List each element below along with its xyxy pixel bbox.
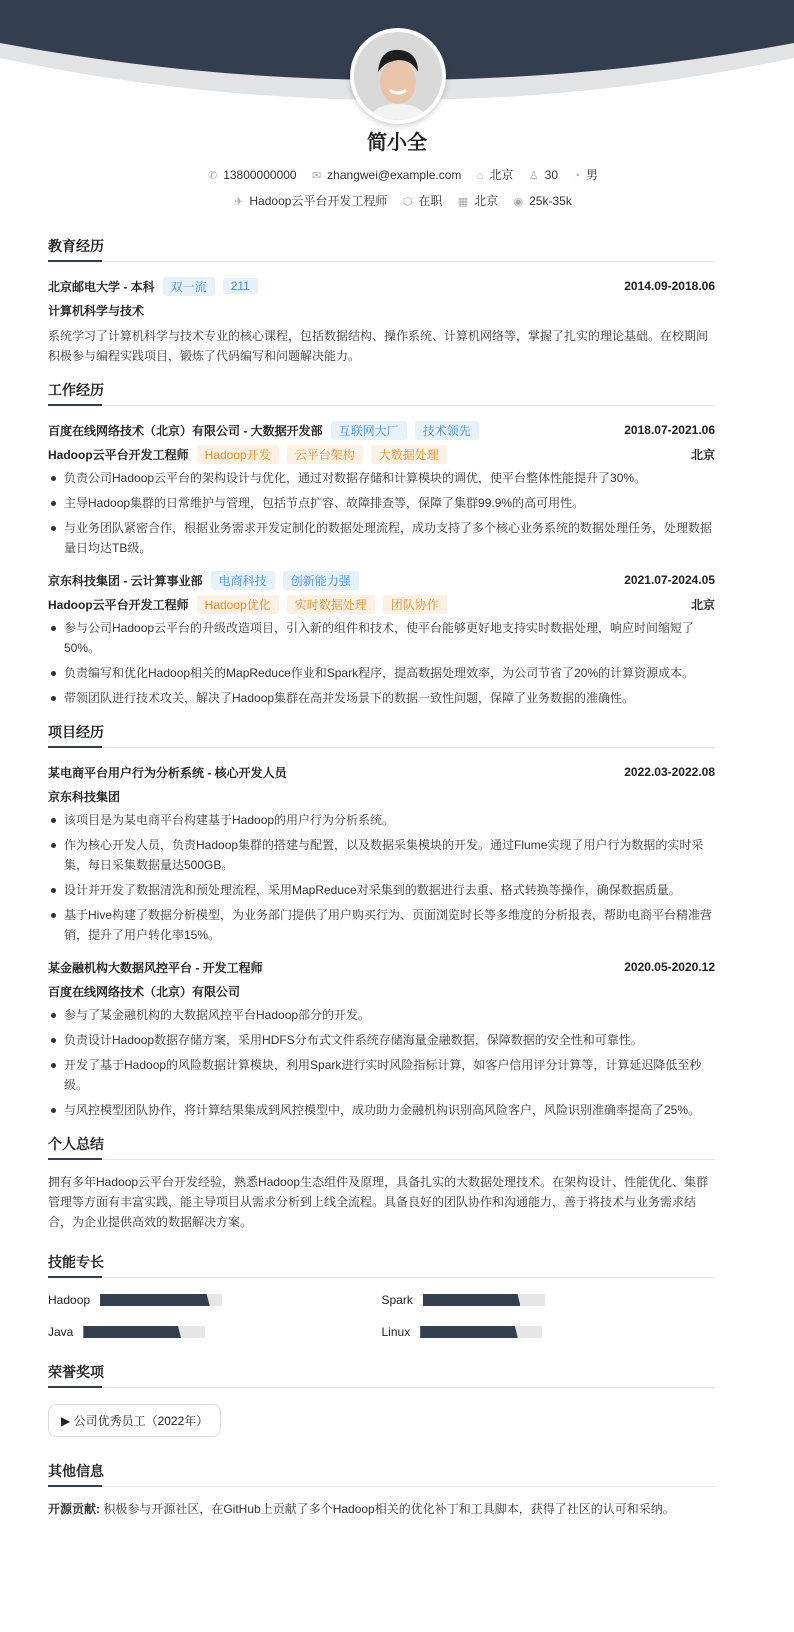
date: 2020.05-2020.12 bbox=[624, 960, 715, 974]
triangle-icon: ▶ bbox=[61, 1414, 74, 1428]
tag: 互联网大厂 bbox=[331, 421, 407, 440]
company-row bbox=[48, 418, 715, 442]
bullet-list bbox=[48, 618, 715, 708]
skills-section bbox=[48, 1252, 715, 1342]
company-left bbox=[48, 421, 479, 440]
skill-name: Linux bbox=[381, 1325, 411, 1339]
education-section bbox=[48, 236, 715, 366]
email: zhangwei@example.com bbox=[327, 168, 462, 182]
awards-section bbox=[48, 1362, 715, 1447]
project-item bbox=[48, 955, 715, 1120]
date: 2022.03-2022.08 bbox=[624, 765, 715, 779]
summary-section bbox=[48, 1134, 715, 1232]
major: 计算机科学与技术 bbox=[48, 303, 145, 318]
skill-bar-fill bbox=[100, 1294, 210, 1306]
project-name: 某金融机构大数据风控平台 - 开发工程师 bbox=[48, 960, 263, 975]
tag: 211 bbox=[223, 278, 258, 294]
section-title: 教育经历 bbox=[48, 236, 715, 262]
work-item bbox=[48, 568, 715, 708]
place: 北京 bbox=[690, 597, 715, 612]
skill-bar bbox=[420, 1326, 542, 1338]
skill-bar bbox=[423, 1294, 545, 1306]
role: Hadoop云平台开发工程师 bbox=[48, 447, 189, 462]
company: 京东科技集团 - 云计算事业部 bbox=[48, 573, 203, 588]
bullet-list bbox=[48, 1005, 715, 1120]
role-left bbox=[48, 445, 447, 464]
skill-bar bbox=[83, 1326, 205, 1338]
home-icon: ⌂ bbox=[476, 170, 484, 182]
project-row bbox=[48, 760, 715, 784]
award-label: 公司优秀员工（2022年） bbox=[73, 1414, 209, 1428]
bullet: 作为核心开发人员，负责Hadoop集群的搭建与配置，以及数据采集模块的开发。通过Flume实现了用户行为数据的实时采集，每日采集数据量达500GB。 bbox=[48, 835, 715, 875]
date: 2018.07-2021.06 bbox=[624, 423, 715, 437]
skill-bar bbox=[100, 1294, 222, 1306]
org: 百度在线网络技术（北京）有限公司 bbox=[48, 984, 241, 999]
bullet: 开发了基于Hadoop的风险数据计算模块，利用Spark进行实时风险指标计算，如客户信用评分计算等，计算延迟降低至秒级。 bbox=[48, 1055, 715, 1095]
section-title: 荣誉奖项 bbox=[48, 1362, 715, 1388]
award-item[interactable] bbox=[48, 1404, 221, 1437]
section-title: 其他信息 bbox=[48, 1461, 715, 1487]
skill-item bbox=[48, 1322, 382, 1342]
bullet: 与风控模型团队协作，将计算结果集成到风控模型中，成功助力金融机构识别高风险客户，风险识别准确率提高了25%。 bbox=[48, 1100, 715, 1120]
section-title: 项目经历 bbox=[48, 722, 715, 748]
role: Hadoop云平台开发工程师 bbox=[48, 597, 189, 612]
skill-tag: 云平台架构 bbox=[287, 445, 363, 464]
age-icon: ♙ bbox=[528, 170, 539, 182]
work-section bbox=[48, 380, 715, 708]
salary: 25k-35k bbox=[529, 194, 572, 208]
bullet: 带领团队进行技术攻关，解决了Hadoop集群在高并发场景下的数据一致性问题，保障了业务数据的准确性。 bbox=[48, 688, 715, 708]
phone: 13800000000 bbox=[223, 168, 297, 182]
school: 北京邮电大学 - 本科 bbox=[48, 279, 155, 294]
other-section bbox=[48, 1461, 715, 1519]
tag: 双一流 bbox=[163, 277, 215, 296]
send-icon: ✈ bbox=[234, 196, 244, 208]
bullet: 主导Hadoop集群的日常维护与管理，包括节点扩容、故障排查等，保障了集群99.9%的高可用性。 bbox=[48, 493, 715, 513]
bullet: 参与公司Hadoop云平台的升级改造项目，引入新的组件和技术，使平台能够更好地支持实时数据处理，响应时间缩短了50%。 bbox=[48, 618, 715, 658]
phone-icon: ✆ bbox=[207, 170, 218, 182]
bullet: 参与了某金融机构的大数据风控平台Hadoop部分的开发。 bbox=[48, 1005, 715, 1025]
role-row bbox=[48, 592, 715, 616]
skill-tag: 大数据处理 bbox=[371, 445, 447, 464]
building-icon: ▦ bbox=[457, 196, 469, 208]
skill-name: Spark bbox=[381, 1293, 413, 1307]
skill-bar-fill bbox=[420, 1326, 518, 1338]
skill-item bbox=[382, 1322, 716, 1342]
role-left bbox=[48, 595, 447, 614]
salary-icon: ◉ bbox=[513, 196, 524, 208]
bullet: 负责公司Hadoop云平台的架构设计与优化，通过对数据存储和计算模块的调优，使平台整体性能提升了30%。 bbox=[48, 468, 715, 488]
skill-tag: Hadoop开发 bbox=[197, 445, 279, 464]
org-row bbox=[48, 979, 715, 1003]
tag: 技术领先 bbox=[415, 421, 479, 440]
bullet: 与业务团队紧密合作，根据业务需求开发定制化的数据处理流程，成功支持了多个核心业务系统的数据处理任务，处理数据量日均达TB级。 bbox=[48, 518, 715, 558]
job-status: 在职 bbox=[418, 194, 443, 208]
bullet-list bbox=[48, 810, 715, 945]
skill-tag: 实时数据处理 bbox=[287, 595, 375, 614]
tag: 电商科技 bbox=[211, 571, 275, 590]
org-row bbox=[48, 784, 715, 808]
skill-item bbox=[382, 1290, 716, 1310]
status-icon: ⬡ bbox=[402, 196, 413, 208]
avatar bbox=[350, 28, 446, 124]
work-item bbox=[48, 418, 715, 558]
company: 百度在线网络技术（北京）有限公司 - 大数据开发部 bbox=[48, 423, 323, 438]
skill-name: Hadoop bbox=[48, 1293, 91, 1307]
other-text: 积极参与开源社区，在GitHub上贡献了多个Hadoop相关的优化补丁和工具脚本，获得了社区的认可和采纳。 bbox=[103, 1502, 675, 1516]
gender: 男 bbox=[586, 168, 599, 182]
section-title: 个人总结 bbox=[48, 1134, 715, 1160]
summary-text: 拥有多年Hadoop云平台开发经验，熟悉Hadoop生态组件及原理，具备扎实的大数据处理技术。在架构设计、性能优化、集群管理等方面有丰富实践，能主导项目从需求分析到上线全流程。具备良好的团队协作和沟通能力，善于将技术与业务需求结合，为企业提供高效的数据解决方案。 bbox=[48, 1175, 709, 1229]
company-left bbox=[48, 571, 359, 590]
mail-icon: ✉ bbox=[311, 170, 322, 182]
bullet: 负责编写和优化Hadoop相关的MapReduce作业和Spark程序，提高数据处理效率，为公司节省了20%的计算资源成本。 bbox=[48, 663, 715, 683]
bullet: 设计并开发了数据清洗和预处理流程，采用MapReduce对采集到的数据进行去重、格式转换等操作，确保数据质量。 bbox=[48, 880, 715, 900]
project-section bbox=[48, 722, 715, 1120]
job-title: Hadoop云平台开发工程师 bbox=[249, 194, 388, 208]
skill-name: Java bbox=[48, 1325, 74, 1339]
skill-item bbox=[48, 1290, 382, 1310]
date: 2021.07-2024.05 bbox=[624, 573, 715, 587]
contact-row bbox=[0, 166, 794, 183]
bullet: 该项目是为某电商平台构建基于Hadoop的用户行为分析系统。 bbox=[48, 810, 715, 830]
age: 30 bbox=[544, 168, 559, 182]
skill-bar-fill bbox=[423, 1294, 521, 1306]
place: 北京 bbox=[690, 447, 715, 462]
skill-tag: Hadoop优化 bbox=[197, 595, 279, 614]
location: 北京 bbox=[489, 168, 514, 182]
date: 2014.09-2018.06 bbox=[624, 279, 715, 293]
target-city: 北京 bbox=[474, 194, 499, 208]
candidate-name: 简小全 bbox=[367, 132, 427, 154]
tag: 创新能力强 bbox=[283, 571, 359, 590]
bullet: 负责设计Hadoop数据存储方案，采用HDFS分布式文件系统存储海量金融数据，保障数据的安全性和可靠性。 bbox=[48, 1030, 715, 1050]
bullet: 基于Hive构建了数据分析模型，为业务部门提供了用户购买行为、页面浏览时长等多维度的分析报表，帮助电商平台精准营销，提升了用户转化率15%。 bbox=[48, 905, 715, 945]
skill-bar-fill bbox=[83, 1326, 181, 1338]
company-row bbox=[48, 568, 715, 592]
project-item bbox=[48, 760, 715, 945]
role-row bbox=[48, 442, 715, 466]
job-intent-row bbox=[0, 192, 794, 209]
gender-icon: ◔ bbox=[573, 170, 581, 182]
org: 京东科技集团 bbox=[48, 789, 121, 804]
project-row bbox=[48, 955, 715, 979]
project-name: 某电商平台用户行为分析系统 - 核心开发人员 bbox=[48, 765, 287, 780]
bullet-list bbox=[48, 468, 715, 558]
section-title: 工作经历 bbox=[48, 380, 715, 406]
section-title: 技能专长 bbox=[48, 1252, 715, 1278]
other-label: 开源贡献: bbox=[48, 1502, 100, 1516]
skill-tag: 团队协作 bbox=[383, 595, 447, 614]
education-desc: 系统学习了计算机科学与技术专业的核心课程，包括数据结构、操作系统、计算机网络等，掌握了扎实的理论基础。在校期间积极参与编程实践项目，锻炼了代码编写和问题解决能力。 bbox=[48, 329, 709, 363]
